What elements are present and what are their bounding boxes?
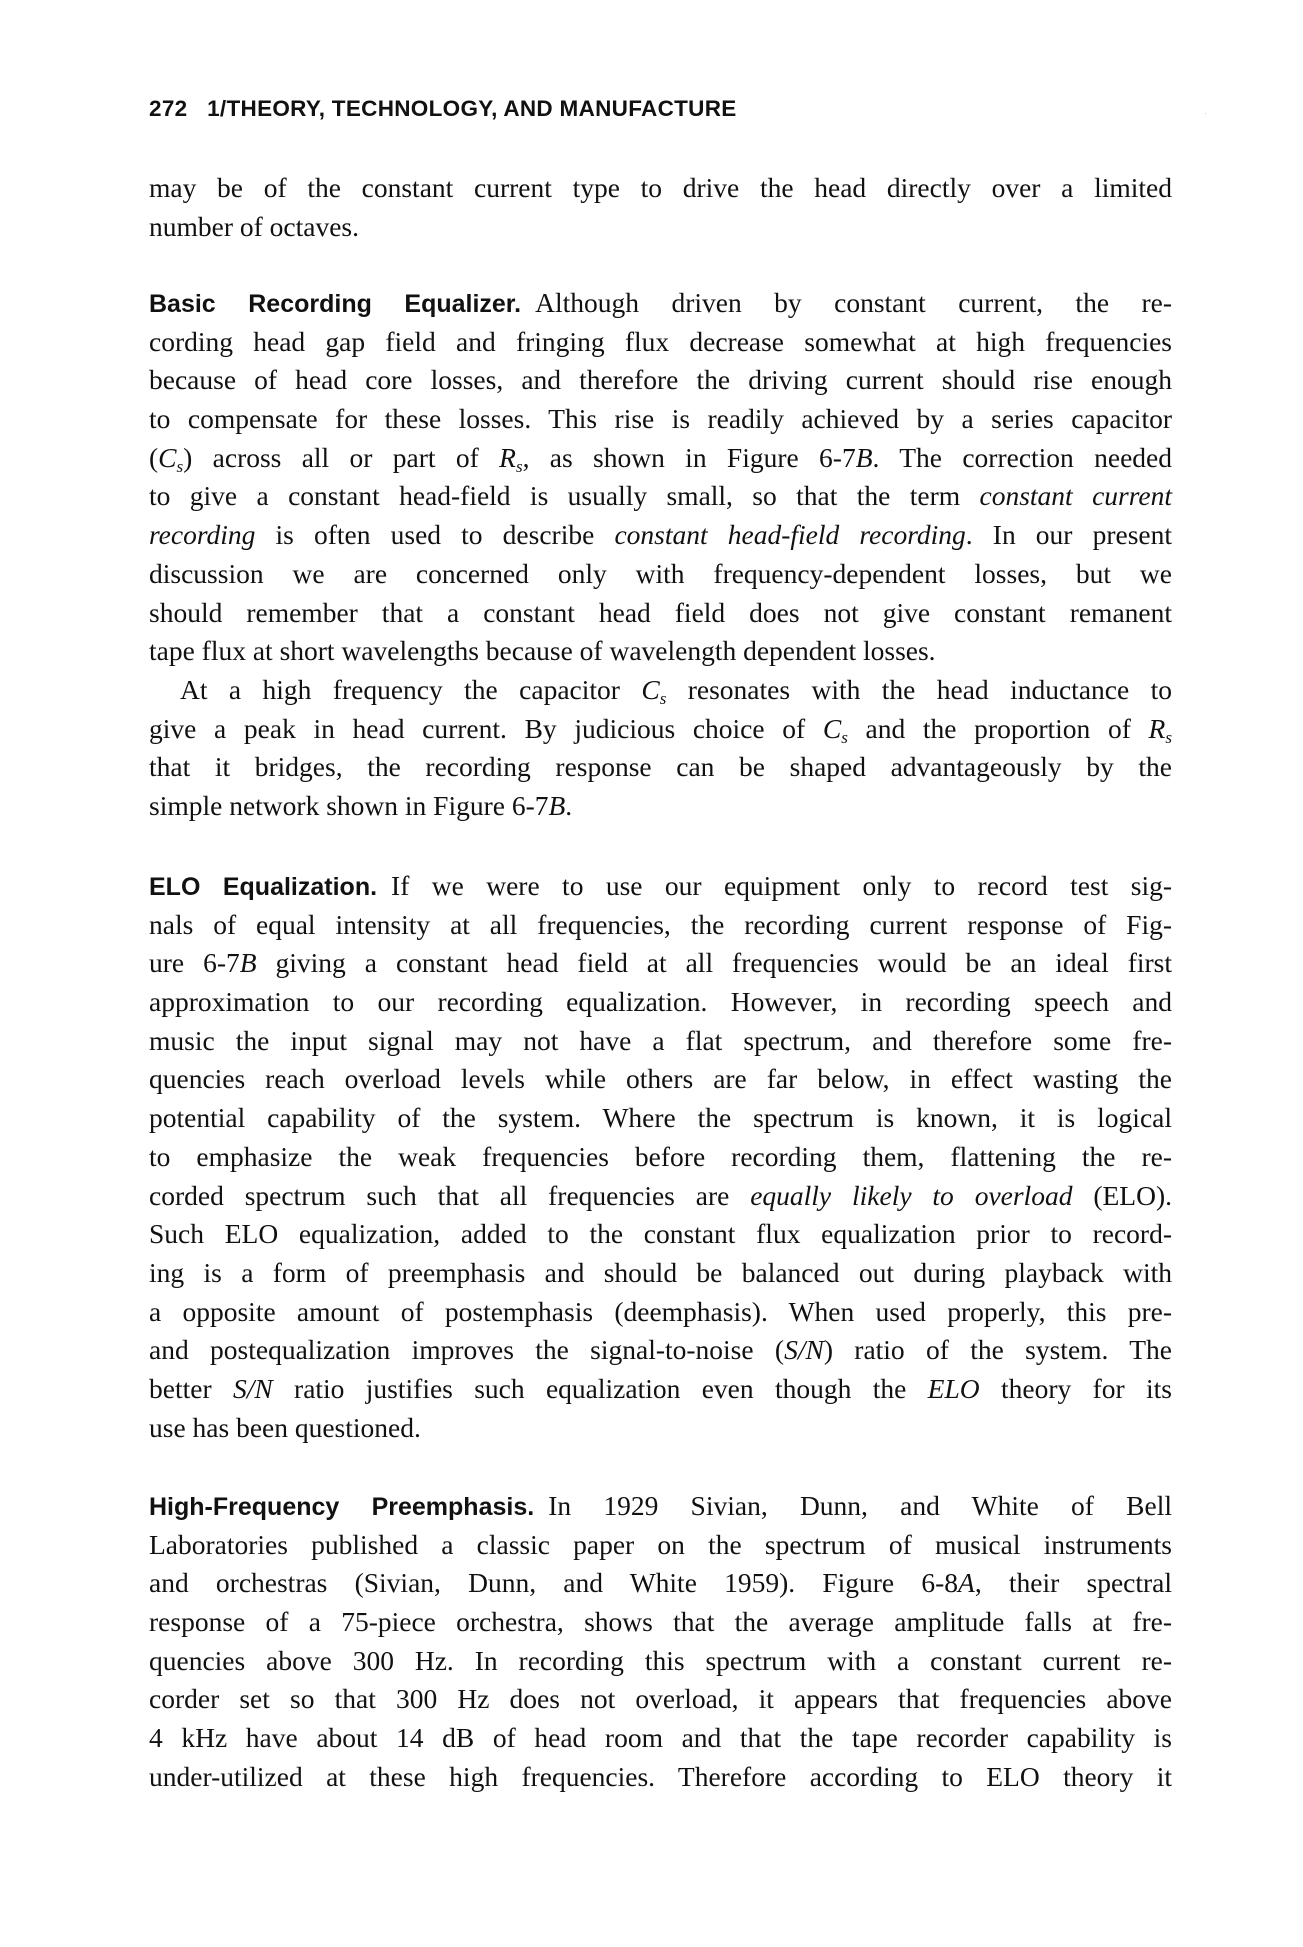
body-text: Such ELO equalization, added to the constant flux equalization prior to record- xyxy=(149,1218,1172,1250)
paragraph-continuation xyxy=(149,169,1172,246)
section-elo-equalization xyxy=(149,867,1172,1447)
text-line xyxy=(149,1409,1172,1448)
body-text: under-utilized at these high frequencies. Therefore according to ELO theory it xyxy=(149,1760,1172,1792)
text-line xyxy=(149,1060,1172,1099)
text-line xyxy=(149,906,1172,945)
body-text: to compensate for these losses. This rise is readily achieved by a series capacitor xyxy=(149,403,1172,435)
text-line xyxy=(149,1487,1172,1526)
section-heading: ELO Equalization. xyxy=(149,873,378,901)
text-line xyxy=(149,169,1172,208)
body-text: In 1929 Sivian, Dunn, and White of Bell xyxy=(548,1490,1173,1521)
body-text: discussion we are concerned only with frequency-dependent losses, but we xyxy=(149,557,1172,589)
body-text: simple network shown in Figure 6-7 xyxy=(149,789,549,821)
body-text: corded spectrum such that all frequencies are xyxy=(149,1179,751,1211)
italic-text: ELO xyxy=(927,1372,980,1404)
section-basic-recording-equalizer xyxy=(149,284,1172,826)
text-line xyxy=(149,1370,1172,1409)
body-text: resonates with the head inductance to xyxy=(666,673,1172,705)
body-text: nals of equal intensity at all frequencies, the recording current response of Fig- xyxy=(149,908,1172,940)
text-line xyxy=(149,1603,1172,1642)
text-line xyxy=(149,439,1172,478)
text-line xyxy=(149,1293,1172,1332)
body-text: giving a constant head field at all frequencies would be an ideal first xyxy=(256,947,1173,979)
body-text: At a high frequency the capacitor xyxy=(180,673,642,705)
body-text: ing is a form of preemphasis and should be balanced out during playback with xyxy=(149,1256,1172,1288)
running-head-spacer xyxy=(187,96,207,121)
body-text: Although driven by constant current, the re- xyxy=(535,287,1172,318)
italic-text: C xyxy=(822,712,842,744)
subscript: s xyxy=(659,688,667,708)
italic-text: R xyxy=(499,441,516,473)
italic-text: B xyxy=(855,441,873,473)
body-text: number of octaves. xyxy=(149,210,359,242)
body-text: to emphasize the weak frequencies before recording them, flattening the re- xyxy=(149,1140,1172,1172)
body-text: may be of the constant current type to drive the head directly over a limited xyxy=(149,172,1172,203)
text-line xyxy=(149,1254,1172,1293)
text-line xyxy=(149,1564,1172,1603)
italic-text: constant head-field recording xyxy=(614,519,966,551)
chapter-title: 1/THEORY, TECHNOLOGY, AND MANUFACTURE xyxy=(207,96,737,121)
body-text: . The correction needed xyxy=(872,441,1173,473)
body-text: ) ratio of the system. The xyxy=(823,1334,1172,1366)
italic-text: B xyxy=(548,789,566,821)
body-text: approximation to our recording equalization. However, in recording speech and xyxy=(149,986,1172,1018)
body-text: . In our present xyxy=(965,519,1173,551)
text-line xyxy=(149,671,1172,710)
body-text: cording head gap field and fringing flux decrease somewhat at high frequencies xyxy=(149,325,1172,357)
text-line xyxy=(149,1719,1172,1758)
text-line xyxy=(149,1022,1172,1061)
body-text: ( xyxy=(149,441,159,473)
subscript: s xyxy=(841,727,848,747)
running-head xyxy=(149,96,737,122)
text-line xyxy=(149,594,1172,633)
body-text: 4 kHz have about 14 dB of head room and that the tape recorder capability is xyxy=(149,1722,1172,1754)
page-number: 272 xyxy=(149,96,188,121)
body-text: ratio justifies such equalization even though the xyxy=(272,1372,928,1404)
italic-text: A xyxy=(958,1567,975,1599)
text-line xyxy=(149,361,1172,400)
body-text: a opposite amount of postemphasis (deemphasis). When used properly, this pre- xyxy=(149,1295,1172,1327)
subscript: s xyxy=(515,456,523,476)
text-line xyxy=(149,208,1172,247)
body-text: to give a constant head-field is usually small, so that the term xyxy=(149,480,980,512)
text-line xyxy=(149,1177,1172,1216)
body-text: response of a 75-piece orchestra, shows that the average amplitude falls at fre- xyxy=(149,1606,1172,1638)
body-text: music the input signal may not have a flat spectrum, and therefore some fre- xyxy=(149,1024,1172,1056)
text-line xyxy=(149,1642,1172,1681)
text-line xyxy=(149,748,1172,787)
body-text: . xyxy=(565,789,573,821)
text-line xyxy=(149,1099,1172,1138)
body-text: (ELO). xyxy=(1072,1179,1172,1211)
subscript: s xyxy=(1165,727,1172,747)
body-text: and the proportion of xyxy=(847,712,1149,744)
text-line xyxy=(149,555,1172,594)
text-line xyxy=(149,323,1172,362)
italic-text: C xyxy=(158,441,177,473)
text-line xyxy=(149,867,1172,906)
italic-text: constant current xyxy=(979,480,1173,512)
text-line xyxy=(149,983,1172,1022)
body-text: quencies reach overload levels while others are far below, in effect wasting the xyxy=(149,1063,1172,1095)
body-text: that it bridges, the recording response can be shaped advantageously by the xyxy=(149,751,1172,783)
section-heading: High-Frequency Preemphasis. xyxy=(149,1493,535,1521)
text-line xyxy=(149,944,1172,983)
italic-text: S/N xyxy=(232,1372,273,1404)
body-text: theory for its xyxy=(979,1372,1172,1404)
text-line xyxy=(149,1680,1172,1719)
body-text: give a peak in head current. By judicious choice of xyxy=(149,712,823,744)
body-text: quencies above 300 Hz. In recording this spectrum with a constant current re- xyxy=(149,1644,1172,1676)
body-text: tape flux at short wavelengths because of wavelength dependent losses. xyxy=(149,635,936,667)
scan-speck xyxy=(1205,113,1206,114)
section-heading: Basic Recording Equalizer. xyxy=(149,290,522,318)
body-text: potential capability of the system. Where the spectrum is known, it is logical xyxy=(149,1102,1172,1134)
text-line xyxy=(149,632,1172,671)
body-text: corder set so that 300 Hz does not overload, it appears that frequencies above xyxy=(149,1683,1172,1715)
body-text: Laboratories published a classic paper on the spectrum of musical instruments xyxy=(149,1528,1172,1560)
body-text: is often used to describe xyxy=(255,519,615,551)
italic-text: S/N xyxy=(784,1334,824,1366)
body-text: ) across all or part of xyxy=(183,441,500,473)
italic-text: recording xyxy=(149,519,256,551)
text-line xyxy=(149,400,1172,439)
text-line xyxy=(149,516,1172,555)
text-line xyxy=(149,1758,1172,1797)
text-line xyxy=(149,1331,1172,1370)
text-line xyxy=(149,787,1172,826)
body-text: better xyxy=(149,1372,233,1404)
section-high-frequency-preemphasis xyxy=(149,1487,1172,1797)
body-text: should remember that a constant head field does not give constant remanent xyxy=(149,596,1172,628)
body-text: ure 6-7 xyxy=(149,947,240,979)
text-line xyxy=(149,1138,1172,1177)
body-text: and orchestras (Sivian, Dunn, and White 1959). Figure 6-8 xyxy=(149,1567,958,1599)
body-text: and postequalization improves the signal-to-noise ( xyxy=(149,1334,785,1366)
text-line xyxy=(149,1215,1172,1254)
body-text: , their spectral xyxy=(974,1567,1172,1599)
body-text: , as shown in Figure 6-7 xyxy=(522,441,856,473)
text-line xyxy=(149,477,1172,516)
body-text: use has been questioned. xyxy=(149,1411,421,1443)
italic-text: C xyxy=(641,673,660,705)
body-text: If we were to use our equipment only to record test sig- xyxy=(391,870,1173,901)
italic-text: R xyxy=(1148,712,1166,744)
text-line xyxy=(149,1526,1172,1565)
body-text: because of head core losses, and therefore the driving current should rise enough xyxy=(149,364,1172,396)
subscript: s xyxy=(176,456,184,476)
text-line xyxy=(149,710,1172,749)
italic-text: B xyxy=(239,947,257,979)
text-line xyxy=(149,284,1172,323)
italic-text: equally likely to overload xyxy=(750,1179,1073,1211)
